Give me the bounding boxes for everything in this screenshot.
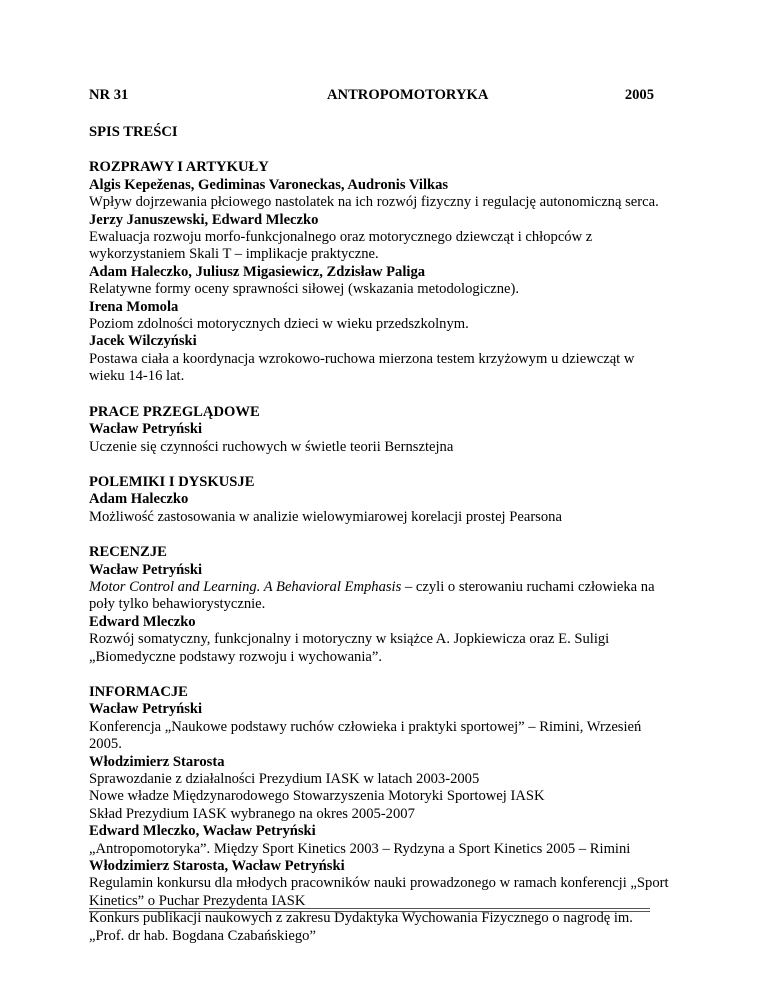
entry-title: Relatywne formy oceny sprawności siłowej (wskazania metodologiczne). <box>89 281 519 298</box>
document-page <box>89 87 669 945</box>
entry-title: Skład Prezydium IASK wybranego na okres 2005-2007 <box>89 805 415 822</box>
entry-title: Konkurs publikacji naukowych z zakresu Dydaktyka Wychowania Fizycznego o nagrodę im. „Prof. dr hab. Bogdana Czabańskiego” <box>89 910 633 944</box>
section-polemics <box>89 474 669 526</box>
entry-title: „Antropomotoryka”. Między Sport Kinetics 2003 – Rydzyna a Sport Kinetics 2005 – Rimini <box>89 840 631 857</box>
section-information <box>89 684 669 945</box>
entry-authors: Włodzimierz Starosta <box>89 753 225 770</box>
bottom-double-rule <box>89 908 650 912</box>
book-title: Motor Control and Learning. A Behavioral Emphasis <box>89 578 402 595</box>
section-reviews <box>89 404 669 456</box>
entry-title: Poziom zdolności motorycznych dzieci w wieku przedszkolnym. <box>89 316 469 333</box>
entry-authors: Jerzy Januszewski, Edward Mleczko <box>89 211 319 228</box>
entry-title: Ewaluacja rozwoju morfo-funkcjonalnego oraz motorycznego dziewcząt i chłopców z wykorzystaniem Skali T – implikacje praktyczne. <box>89 229 593 263</box>
entry-authors: Wacław Petryński <box>89 421 203 438</box>
entry-title <box>89 579 669 614</box>
entry-title: Postawa ciała a koordynacja wzrokowo-ruchowa mierzona testem krzyżowym u dziewcząt w wieku 14-16 lat. <box>89 350 635 385</box>
toc-title: SPIS TREŚCI <box>89 124 178 140</box>
entry-title: Konferencja „Naukowe podstawy ruchów człowieka i praktyki sportowej” – Rimini, Wrzesień 2005. <box>89 718 642 753</box>
entry-authors: Edward Mleczko <box>89 613 196 630</box>
entry-title: Regulamin konkursu dla młodych pracowników nauki prowadzonego w ramach konferencji „Sport Kinetics” o Puchar Prezydenta IASK <box>89 875 669 909</box>
entry-title: Nowe władze Międzynarodowego Stowarzyszenia Motoryki Sportowej IASK <box>89 788 545 805</box>
issue-year: 2005 <box>624 87 654 103</box>
entry-authors: Włodzimierz Starosta, Wacław Petryński <box>89 858 345 875</box>
entry-authors: Adam Haleczko, Juliusz Migasiewicz, Zdzisław Paliga <box>89 263 426 280</box>
section-title: RECENZJE <box>89 544 167 561</box>
entry-authors: Wacław Petryński <box>89 561 203 578</box>
journal-header <box>89 87 669 105</box>
entry-title: Uczenie się czynności ruchowych w świetle teorii Bernsztejna <box>89 438 454 455</box>
section-book-reviews <box>89 544 669 666</box>
section-articles <box>89 159 669 385</box>
entry-title-rest: – czyli o sterowaniu ruchami człowieka na poły tylko behawiorystycznie. <box>89 578 655 613</box>
entry-authors: Edward Mleczko, Wacław Petryński <box>89 823 316 840</box>
entry-title: Sprawozdanie z działalności Prezydium IASK w latach 2003-2005 <box>89 771 480 787</box>
entry-title: Wpływ dojrzewania płciowego nastolatek na ich rozwój fizyczny i regulację autonomiczną serca. <box>89 194 659 211</box>
section-title: INFORMACJE <box>89 683 188 700</box>
entry-title: Możliwość zastosowania w analizie wielowymiarowej korelacji prostej Pearsona <box>89 508 562 525</box>
entry-authors: Irena Momola <box>89 298 179 315</box>
entry-authors: Wacław Petryński <box>89 701 203 718</box>
entry-authors: Algis Kepeženas, Gediminas Varoneckas, Audronis Vilkas <box>89 176 449 193</box>
section-title: POLEMIKI I DYSKUSJE <box>89 473 255 490</box>
issue-number: NR 31 <box>89 87 129 103</box>
section-title: PRACE PRZEGLĄDOWE <box>89 403 260 420</box>
section-title: ROZPRAWY I ARTYKUŁY <box>89 159 269 176</box>
entry-title: Rozwój somatyczny, funkcjonalny i motoryczny w książce A. Jopkiewicza oraz E. Suligi „Biomedyczne podstawy rozwoju i wychowania”. <box>89 631 610 665</box>
entry-authors: Jacek Wilczyński <box>89 333 197 350</box>
journal-title: ANTROPOMOTORYKA <box>327 87 489 103</box>
entry-authors: Adam Haleczko <box>89 491 189 508</box>
